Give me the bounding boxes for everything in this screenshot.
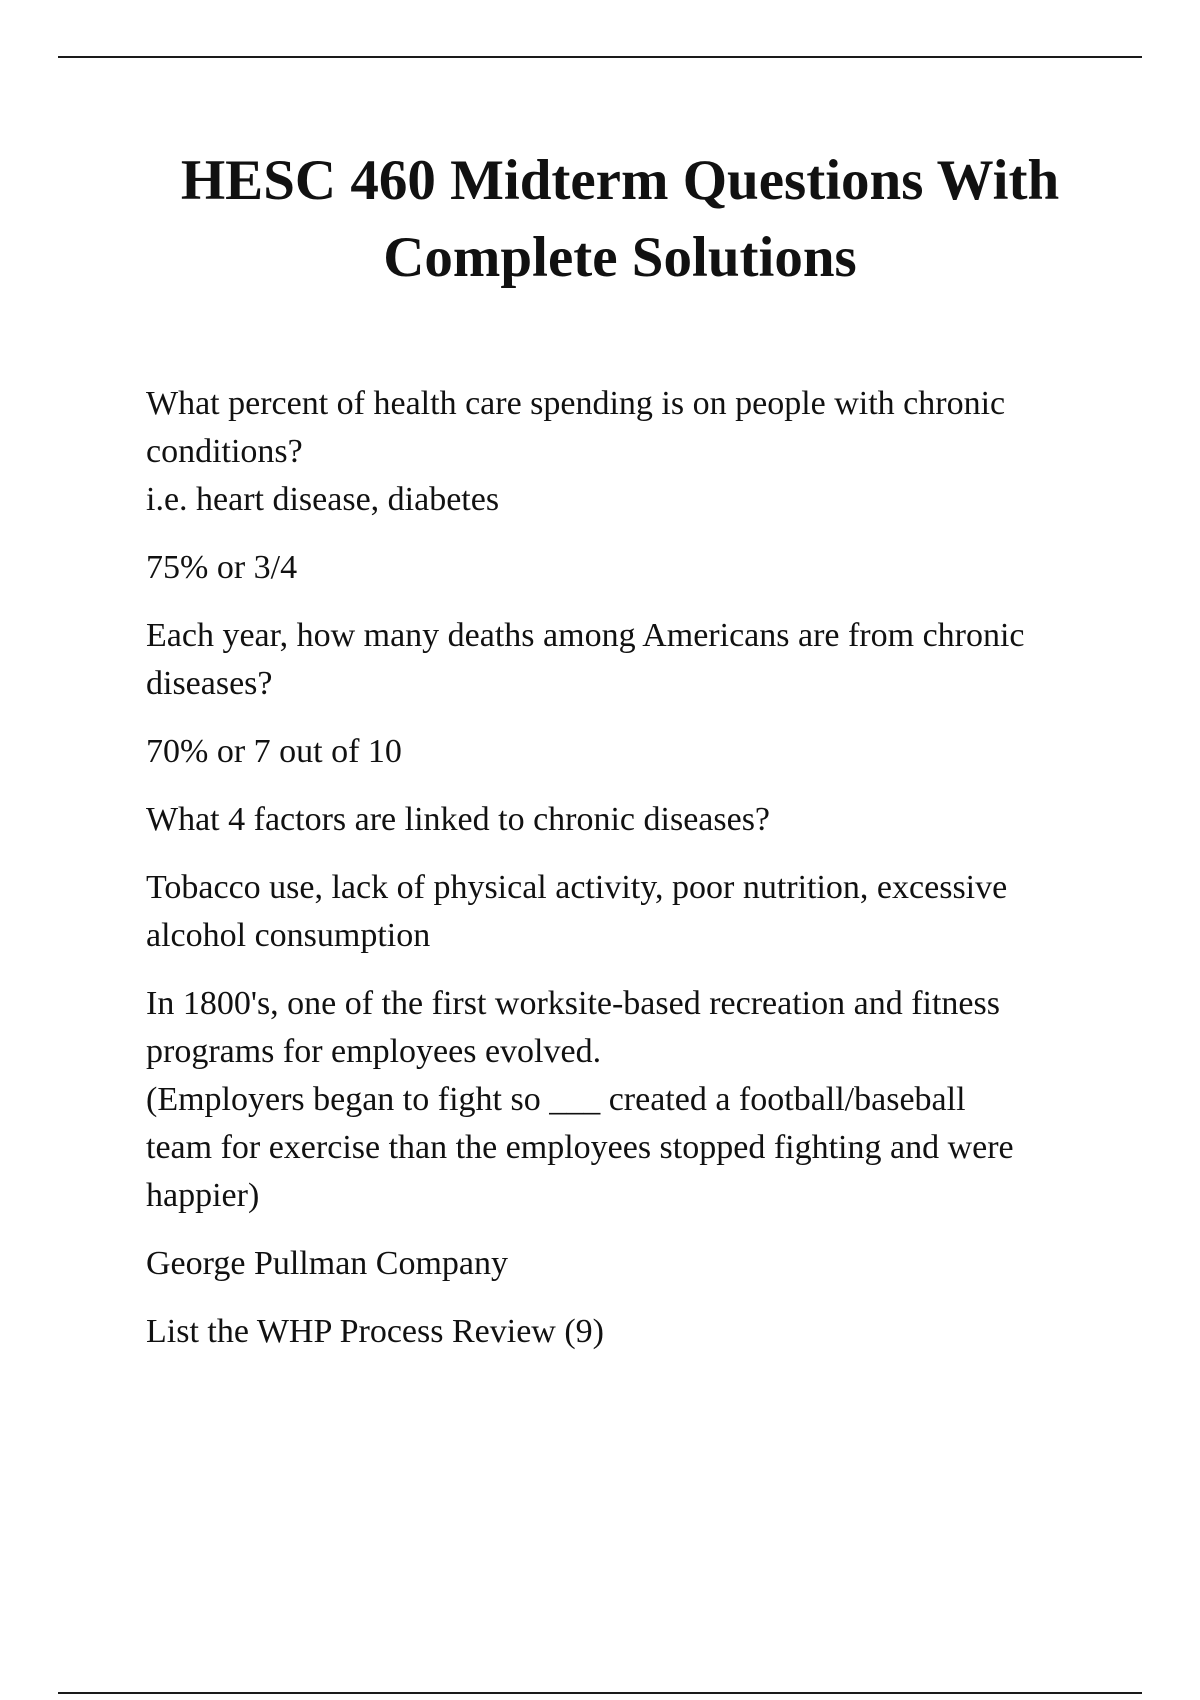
text-line: happier) [146, 1177, 260, 1214]
question-paragraph [146, 380, 1106, 524]
text-line: conditions? [146, 433, 303, 470]
bottom-divider [58, 1692, 1142, 1694]
text-line: alcohol consumption [146, 917, 431, 954]
answer-paragraph [146, 1240, 1106, 1288]
answer-paragraph [146, 728, 1106, 776]
text-line: 75% or 3/4 [146, 549, 298, 586]
answer-paragraph [146, 864, 1106, 960]
question-paragraph [146, 796, 1106, 844]
title-line: Complete Solutions [383, 226, 857, 289]
text-line: 70% or 7 out of 10 [146, 733, 402, 770]
text-line: team for exercise than the employees stopped fighting and were [146, 1129, 1014, 1166]
text-line: diseases? [146, 665, 273, 702]
title-line: HESC 460 Midterm Questions With [180, 149, 1060, 212]
text-line: In 1800's, one of the first worksite-based recreation and fitness [146, 985, 1000, 1022]
question-paragraph [146, 1308, 1106, 1356]
text-line: Each year, how many deaths among Americans are from chronic [146, 617, 1025, 654]
text-line: George Pullman Company [146, 1245, 508, 1282]
text-line: (Employers began to fight so ___ created a football/baseball [146, 1081, 966, 1118]
top-divider [58, 56, 1142, 58]
text-line: Tobacco use, lack of physical activity, poor nutrition, excessive [146, 869, 1008, 906]
question-paragraph [146, 612, 1106, 708]
text-line: What 4 factors are linked to chronic diseases? [146, 801, 771, 838]
document-body [146, 380, 1106, 1376]
text-line: programs for employees evolved. [146, 1033, 602, 1070]
question-paragraph [146, 980, 1106, 1220]
answer-paragraph [146, 544, 1106, 592]
page-title [100, 142, 1140, 296]
text-line: What percent of health care spending is on people with chronic [146, 385, 1006, 422]
text-line: i.e. heart disease, diabetes [146, 481, 500, 518]
text-line: List the WHP Process Review (9) [146, 1313, 604, 1350]
